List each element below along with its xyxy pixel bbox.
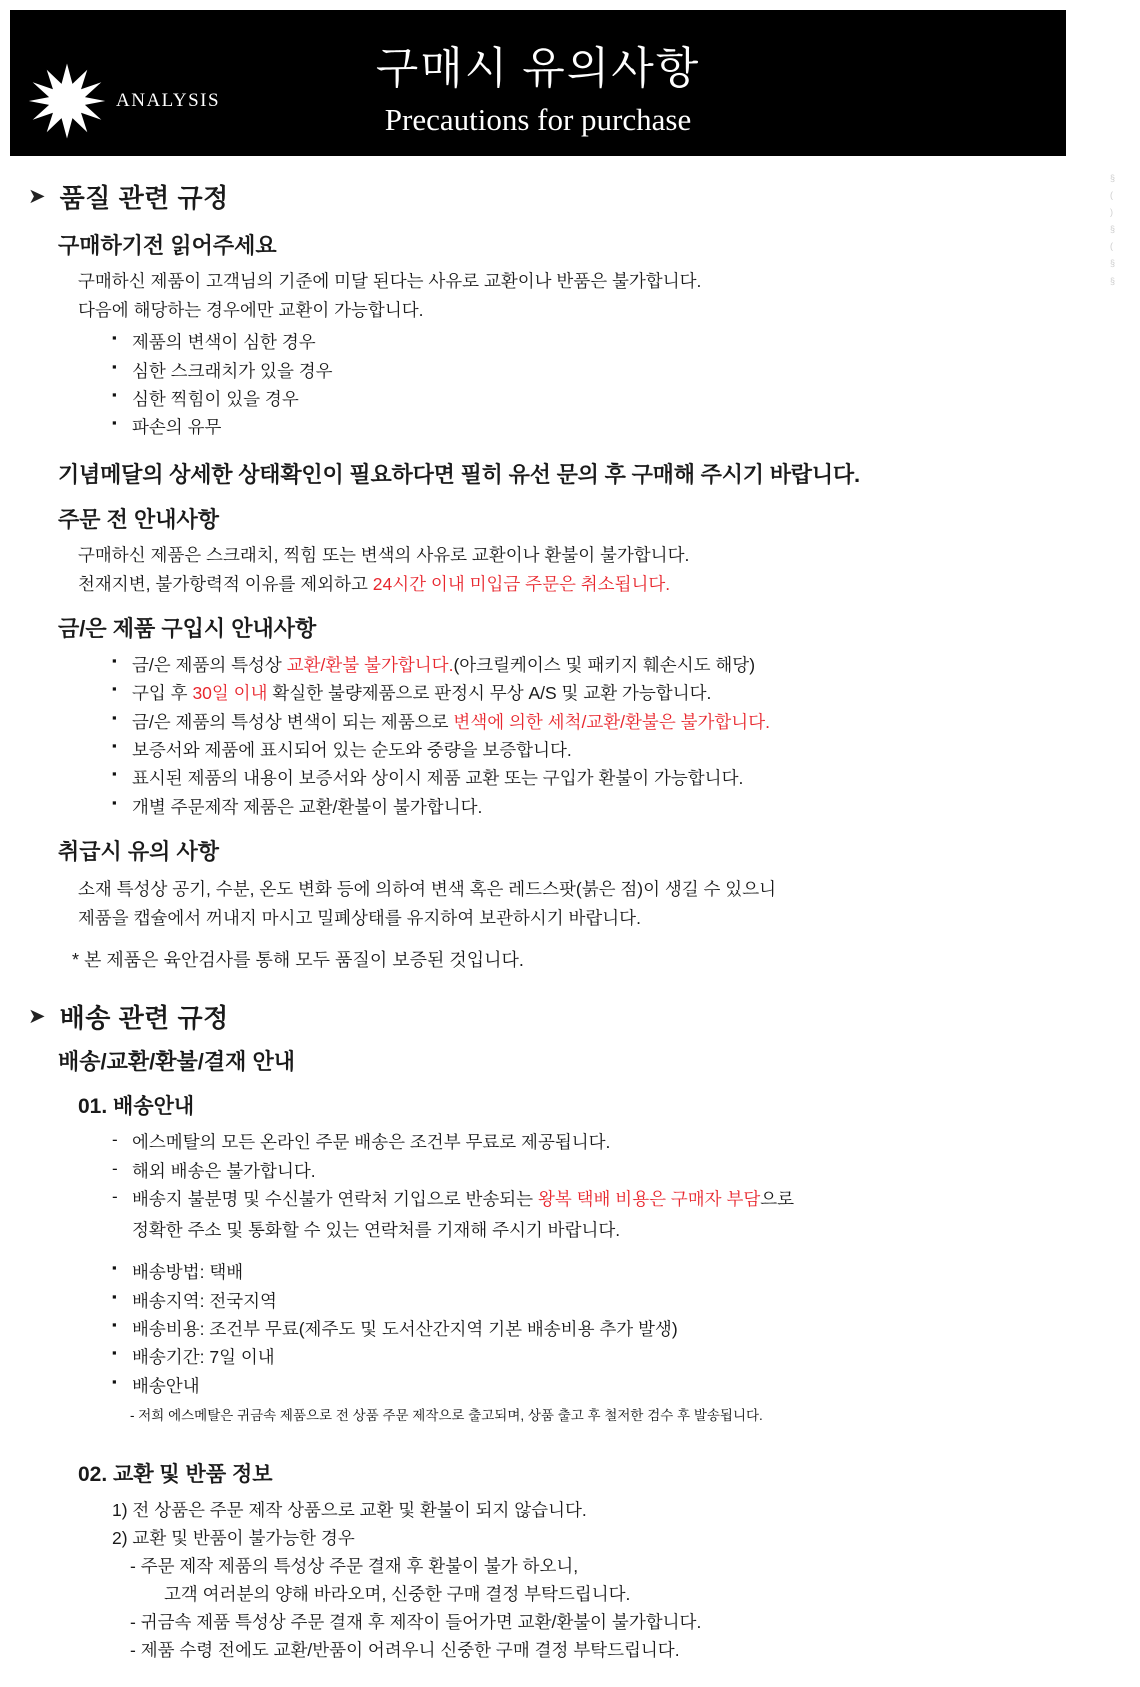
logo-label: ANALYSIS — [116, 90, 221, 111]
text-black: 천재지변, 불가항력적 이유를 제외하고 — [78, 573, 373, 594]
subline: - 주문 제작 제품의 특성상 주문 결재 후 환불이 불가 하오니, — [130, 1556, 579, 1577]
subheading-shipping-info: 배송/교환/환불/결재 안내 — [58, 1049, 295, 1075]
header-banner — [8, 8, 1068, 158]
list-item: 2) 교환 및 반품이 불가능한 경우 — [112, 1528, 355, 1549]
list-item — [112, 651, 1090, 679]
text-red: 교환/환불 불가합니다. — [286, 654, 454, 675]
shipping-step-01-title: 01. 배송안내 — [78, 1095, 195, 1119]
paragraph: 소재 특성상 공기, 수분, 온도 변화 등에 의하여 변색 혹은 레드스팟(붉은 점)이 생길 수 있으니 — [78, 878, 777, 899]
list-item: ▪ 배송비용: 조건부 무료(제주도 및 도서산간지역 기본 배송비용 추가 발생) — [112, 1315, 1090, 1343]
list-item: ▪ 심한 스크래치가 있을 경우 — [112, 357, 1090, 385]
list-item — [112, 764, 1090, 792]
exchange-return-list — [0, 1496, 1090, 1552]
section-heading-quality — [28, 178, 1090, 215]
text-black: 금/은 제품의 특성상 변색이 되는 제품으로 — [132, 711, 454, 732]
list-item: ▪ 배송지역: 전국지역 — [112, 1287, 1090, 1315]
text-black: 확실한 불량제품으로 판정시 무상 A/S 및 교환 가능합니다. — [267, 683, 712, 704]
shipping-detail-list — [0, 1258, 1090, 1400]
subline: - 제품 수령 전에도 교환/반품이 어려우니 신중한 구매 결정 부탁드립니다. — [130, 1640, 680, 1661]
subline: 고객 여러분의 양해 바라오며, 신중한 구매 결정 부탁드립니다. — [164, 1584, 631, 1605]
emphasis-notice: 기념메달의 상세한 상태확인이 필요하다면 필히 유선 문의 후 구매해 주시기 바랍니다. — [58, 461, 860, 487]
subline: - 귀금속 제품 특성상 주문 결재 후 제작이 들어가면 교환/환불이 불가합니다. — [130, 1612, 702, 1633]
paragraph: 정확한 주소 및 통화할 수 있는 연락처를 기재해 주시기 바랍니다. — [132, 1220, 621, 1241]
list-item: ▪ 배송방법: 택배 — [112, 1258, 1090, 1286]
list-item — [112, 736, 1090, 764]
text-red: 24시간 이내 미입금 주문은 취소됩니다. — [372, 573, 671, 594]
page-title-en: Precautions for purchase — [384, 102, 692, 137]
list-item — [112, 708, 1090, 736]
text-black: 해외 배송은 불가합니다. — [132, 1160, 316, 1181]
text-red: 30일 이내 — [192, 683, 268, 704]
paragraph: 구매하신 제품이 고객님의 기준에 미달 된다는 사유로 교환이나 반품은 불가합니다. — [78, 271, 702, 291]
list-item: ▪ 배송기간: 7일 이내 — [112, 1343, 1090, 1371]
list-item: ▪ 제품의 변색이 심한 경우 — [112, 328, 1090, 356]
banner-titles — [10, 32, 1066, 138]
text-red: 변색에 의한 세척/교환/환불은 불가합니다. — [453, 711, 770, 732]
paragraph: 다음에 해당하는 경우에만 교환이 가능합니다. — [78, 300, 424, 321]
text-black: (아크릴케이스 및 패키지 훼손시도 해당) — [453, 654, 756, 675]
quality-guarantee-note: * 본 제품은 육안검사를 통해 모두 품질이 보증된 것입니다. — [72, 950, 524, 971]
shipping-small-note: - 저희 에스메탈은 귀금속 제품으로 전 상품 주문 제작으로 출고되며, 상품 출고 후 철저한 검수 후 발송됩니다. — [130, 1408, 763, 1424]
list-item: ▪ 심한 찍힘이 있을 경우 — [112, 385, 1090, 413]
list-item — [112, 1185, 1090, 1213]
list-item: ▪ 파손의 유무 — [112, 413, 1090, 441]
subheading-handling: 취급시 유의 사항 — [58, 838, 219, 864]
section-title: 품질 관련 규정 — [59, 183, 229, 213]
paragraph-mixed — [78, 571, 1090, 598]
page-title-ko: 구매시 유의사항 — [375, 44, 701, 93]
list-item — [112, 1128, 1090, 1156]
paragraph: 제품을 캡슐에서 꺼내지 마시고 밀폐상태를 유지하여 보관하시기 바랍니다. — [78, 908, 641, 929]
list-item — [112, 1157, 1090, 1185]
list-item — [112, 793, 1090, 821]
text-black: 보증서와 제품에 표시되어 있는 순도와 중량을 보증합니다. — [132, 739, 572, 760]
list-item: ▪ 배송안내 — [112, 1372, 1090, 1400]
subheading-gold-silver: 금/은 제품 구입시 안내사항 — [58, 615, 317, 641]
arrow-right-icon: ➤ — [28, 1005, 46, 1029]
edge-marks: § ( ) § ( § § — [1110, 173, 1116, 286]
text-black: 배송지 불분명 및 수신불가 연락처 기입으로 반송되는 — [132, 1188, 538, 1209]
paragraph: 구매하신 제품은 스크래치, 찍힘 또는 변색의 사유로 교환이나 환불이 불가합니다. — [78, 544, 690, 565]
section-title: 배송 관련 규정 — [59, 1003, 229, 1034]
text-black: 금/은 제품의 특성상 — [132, 654, 287, 675]
text-black: 에스메탈의 모든 온라인 주문 배송은 조건부 무료로 제공됩니다. — [132, 1132, 611, 1153]
arrow-right-icon: ➤ — [28, 185, 46, 208]
shipping-step-02-title: 02. 교환 및 반품 정보 — [78, 1463, 273, 1487]
shipping-dash-list — [0, 1128, 1090, 1213]
subheading-read-before-purchase: 구매하기전 읽어주세요 — [58, 233, 277, 258]
gold-silver-bullet-list — [0, 651, 1090, 821]
text-black: 표시된 제품의 내용이 보증서와 상이시 제품 교환 또는 구입가 환불이 가능합니다. — [132, 768, 744, 789]
text-black: 구입 후 — [132, 683, 193, 704]
exchange-sublines — [130, 1552, 1090, 1664]
text-red: 왕복 택배 비용은 구매자 부담 — [537, 1188, 761, 1209]
list-item — [112, 679, 1090, 707]
subheading-before-order: 주문 전 안내사항 — [58, 506, 219, 532]
list-item: 1) 전 상품은 주문 제작 상품으로 교환 및 환불이 되지 않습니다. — [112, 1500, 587, 1521]
document-content — [0, 170, 1090, 1664]
text-black: 개별 주문제작 제품은 교환/환불이 불가합니다. — [132, 796, 483, 817]
quality-bullet-list — [0, 328, 1090, 441]
text-black: 으로 — [760, 1188, 795, 1209]
section-heading-shipping — [28, 998, 1090, 1035]
